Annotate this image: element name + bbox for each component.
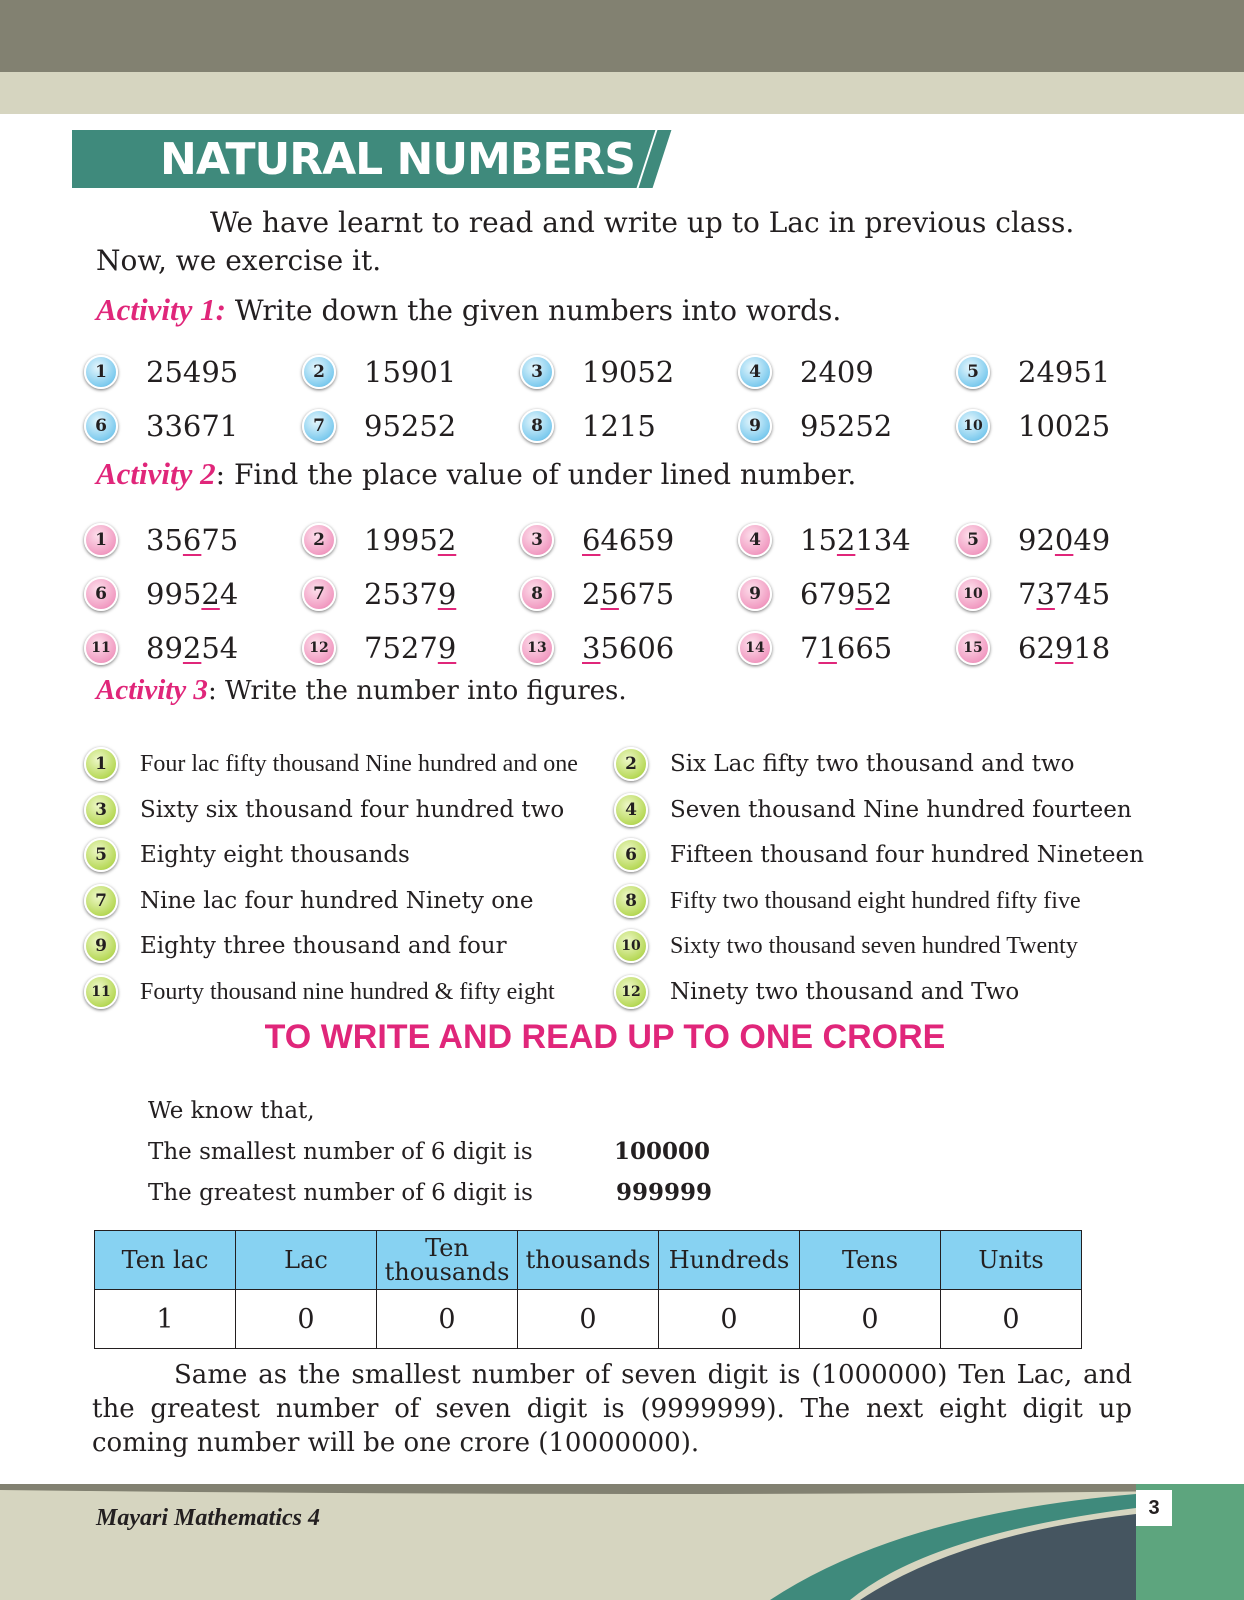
number-badge-icon: 3 [520, 523, 554, 557]
digits-after: 134 [855, 523, 911, 557]
digits-before: 995 [146, 577, 202, 611]
activity2-instruction: : Find the place value of under lined number. [215, 458, 857, 491]
activity3-text: Fifteen thousand four hundred Nineteen [670, 842, 1144, 868]
activity1-label: Activity 1: [96, 292, 226, 327]
number-badge-icon: 10 [956, 409, 990, 443]
number-badge-icon: 4 [738, 523, 772, 557]
know-line: We know that, [148, 1098, 315, 1124]
activity1-number: 95252 [364, 409, 457, 443]
activity2-number [364, 631, 456, 665]
digits-before: 89 [146, 631, 183, 665]
section-title: TO WRITE AND READ UP TO ONE CRORE [264, 1018, 946, 1056]
table-cell: 0 [236, 1290, 377, 1349]
number-badge-icon: 4 [614, 793, 648, 827]
activity1-instruction: Write down the given numbers into words. [225, 294, 842, 327]
underlined-digit: 9 [1054, 631, 1074, 665]
activity3-text: Fifty two thousand eight hundred fifty five [670, 887, 1081, 914]
activity1-item [520, 352, 674, 392]
digits-before: 7 [1018, 577, 1037, 611]
activity1-item [738, 352, 874, 392]
number-badge-icon: 12 [302, 631, 336, 665]
activity3-item [614, 835, 1144, 875]
activity2-item [738, 628, 892, 668]
number-badge-icon: 11 [84, 631, 118, 665]
number-badge-icon: 9 [84, 929, 118, 963]
table-header-cell: Hundreds [659, 1231, 800, 1290]
activity3-item [84, 881, 533, 921]
activity1-number: 19052 [582, 355, 675, 389]
activity3-item [84, 972, 555, 1012]
table-cell: 0 [377, 1290, 518, 1349]
underlined-digit: 2 [182, 631, 202, 665]
activity3-item [84, 926, 507, 966]
activity1-item [302, 406, 456, 446]
activity3-item [614, 881, 1081, 921]
activity2-number [146, 523, 238, 557]
underlined-digit: 2 [201, 577, 220, 611]
activity2-number [146, 631, 238, 665]
table-row [95, 1290, 1082, 1349]
number-badge-icon: 8 [614, 884, 648, 918]
number-badge-icon: 4 [738, 355, 772, 389]
number-badge-icon: 7 [302, 409, 336, 443]
underlined-digit: 5 [855, 577, 874, 611]
activity3-text: Sixty six thousand four hundred two [140, 797, 565, 823]
table-header-cell: thousands [518, 1231, 659, 1290]
activity2-item [956, 574, 1110, 614]
activity3-text: Sixty two thousand seven hundred Twenty [670, 932, 1078, 959]
activity1-item [520, 406, 656, 446]
activity2-number [364, 577, 456, 611]
digits-after: 745 [1054, 577, 1111, 611]
page-title: NATURAL NUMBERS [160, 134, 635, 185]
intro-line-2: Now, we exercise it. [96, 244, 382, 277]
activity1-item [738, 406, 892, 446]
activity2-title [96, 456, 856, 493]
underlined-digit: 2 [836, 523, 856, 557]
digits-before: 62 [1018, 631, 1055, 665]
number-badge-icon: 14 [738, 631, 772, 665]
underlined-digit: 6 [182, 523, 202, 557]
activity1-number: 2409 [800, 355, 874, 389]
activity3-item [614, 972, 1019, 1012]
activity1-number: 33671 [146, 409, 239, 443]
digits-after: 18 [1073, 631, 1111, 665]
activity3-item [614, 790, 1132, 830]
activity2-item [302, 574, 456, 614]
activity2-item [738, 520, 911, 560]
underlined-digit: 3 [1036, 577, 1055, 611]
digits-after: 5606 [600, 631, 675, 665]
table-cell: 1 [95, 1290, 236, 1349]
table-header-cell: Ten lac [95, 1231, 236, 1290]
footer-decoration [0, 1484, 1244, 1600]
activity1-item [956, 352, 1110, 392]
number-badge-icon: 9 [738, 409, 772, 443]
number-badge-icon: 7 [302, 577, 336, 611]
activity2-number [1018, 577, 1110, 611]
table-cell: 0 [800, 1290, 941, 1349]
footer-book-title: Mayari Mathematics 4 [96, 1505, 321, 1531]
table-header-cell: Tens [800, 1231, 941, 1290]
activity1-title [96, 292, 841, 329]
activity3-text: Fourty thousand nine hundred & fifty eight [140, 978, 555, 1005]
number-badge-icon: 8 [520, 409, 554, 443]
activity3-item [614, 744, 1074, 784]
activity2-number [800, 631, 892, 665]
digits-before: 7527 [364, 631, 438, 665]
top-band-light [0, 72, 1244, 114]
table-header-row [95, 1231, 1082, 1290]
activity1-number: 25495 [146, 355, 239, 389]
number-badge-icon: 3 [84, 793, 118, 827]
digits-after: 4659 [600, 523, 675, 557]
activity1-number: 15901 [364, 355, 457, 389]
number-badge-icon: 10 [956, 577, 990, 611]
activity2-number [800, 577, 892, 611]
activity1-item [84, 352, 238, 392]
activity3-item [84, 835, 410, 875]
activity2-item [520, 574, 674, 614]
digits-after: 54 [201, 631, 239, 665]
table-cell: 0 [518, 1290, 659, 1349]
digits-before: 1995 [364, 523, 438, 557]
activity2-item [84, 574, 238, 614]
activity3-text: Eighty three thousand and four [140, 933, 507, 959]
greatest-value: 999999 [616, 1179, 713, 1206]
activity3-text: Six Lac fifty two thousand and two [670, 751, 1075, 777]
digits-after: 675 [618, 577, 675, 611]
digits-before: 2 [582, 577, 601, 611]
activity3-item [84, 744, 578, 784]
number-badge-icon: 1 [84, 355, 118, 389]
activity1-item [956, 406, 1110, 446]
activity3-title [96, 672, 627, 709]
underlined-digit: 3 [582, 631, 601, 665]
place-value-table [94, 1230, 1082, 1349]
activity3-text: Nine lac four hundred Ninety one [140, 888, 534, 914]
digits-after: 2 [873, 577, 893, 611]
underlined-digit: 1 [818, 631, 837, 665]
table-cell: 0 [941, 1290, 1082, 1349]
activity2-item [84, 520, 238, 560]
table-header-cell: Ten thousands [377, 1231, 518, 1290]
number-badge-icon: 13 [520, 631, 554, 665]
digits-before: 92 [1018, 523, 1055, 557]
activity1-number: 1215 [582, 409, 656, 443]
closing-paragraph-text: Same as the smallest number of seven digit is (1000000) Ten Lac, and the greatest number of seven digit is (9999999). The next eight digit up coming number will be one crore (10000000). [92, 1360, 1132, 1458]
activity3-item [84, 790, 564, 830]
underlined-digit: 9 [437, 577, 457, 611]
number-badge-icon: 12 [614, 975, 648, 1009]
activity1-number: 10025 [1018, 409, 1111, 443]
digits-after: 49 [1073, 523, 1111, 557]
activity2-item [956, 520, 1110, 560]
number-badge-icon: 1 [84, 747, 118, 781]
activity2-item [520, 520, 674, 560]
activity2-item [956, 628, 1110, 668]
activity2-label: Activity 2 [96, 456, 216, 491]
digits-before: 679 [800, 577, 856, 611]
underlined-digit: 2 [437, 523, 457, 557]
number-badge-icon: 6 [614, 838, 648, 872]
digits-before: 2537 [364, 577, 438, 611]
activity2-item [84, 628, 238, 668]
activity3-instruction: : Write the number into figures. [207, 676, 627, 706]
number-badge-icon: 5 [956, 523, 990, 557]
digits-before: 35 [146, 523, 183, 557]
digits-after: 75 [201, 523, 239, 557]
table-cell: 0 [659, 1290, 800, 1349]
activity1-number: 95252 [800, 409, 893, 443]
number-badge-icon: 9 [738, 577, 772, 611]
table-header-cell: Lac [236, 1231, 377, 1290]
activity1-number: 24951 [1018, 355, 1111, 389]
activity1-item [302, 352, 456, 392]
number-badge-icon: 6 [84, 409, 118, 443]
activity3-text: Eighty eight thousands [140, 842, 410, 868]
intro-line-1: We have learnt to read and write up to Lac in previous class. [210, 206, 1075, 239]
number-badge-icon: 7 [84, 884, 118, 918]
activity2-item [302, 520, 456, 560]
number-badge-icon: 10 [614, 929, 648, 963]
table-header-cell: Units [941, 1231, 1082, 1290]
activity2-number [800, 523, 911, 557]
activity2-number [146, 577, 238, 611]
activity2-number [582, 523, 674, 557]
activity2-number [582, 631, 674, 665]
activity2-item [302, 628, 456, 668]
number-badge-icon: 8 [520, 577, 554, 611]
activity3-item [614, 926, 1078, 966]
number-badge-icon: 2 [302, 355, 336, 389]
number-badge-icon: 5 [956, 355, 990, 389]
number-badge-icon: 1 [84, 523, 118, 557]
number-badge-icon: 11 [84, 975, 118, 1009]
number-badge-icon: 2 [614, 747, 648, 781]
activity2-number [1018, 631, 1110, 665]
number-badge-icon: 15 [956, 631, 990, 665]
closing-paragraph [92, 1358, 1132, 1460]
digits-before: 7 [800, 631, 819, 665]
activity2-number [364, 523, 456, 557]
activity2-number [1018, 523, 1110, 557]
number-badge-icon: 5 [84, 838, 118, 872]
underlined-digit: 9 [437, 631, 457, 665]
activity2-number [582, 577, 674, 611]
top-band-dark [0, 0, 1244, 72]
activity2-item [520, 628, 674, 668]
digits-before: 15 [800, 523, 837, 557]
activity3-text: Ninety two thousand and Two [670, 979, 1020, 1005]
activity1-item [84, 406, 238, 446]
activity2-item [738, 574, 892, 614]
number-badge-icon: 6 [84, 577, 118, 611]
page-number: 3 [1136, 1490, 1172, 1526]
digits-after: 4 [219, 577, 239, 611]
activity3-text: Seven thousand Nine hundred fourteen [670, 797, 1132, 823]
number-badge-icon: 2 [302, 523, 336, 557]
digits-after: 665 [836, 631, 893, 665]
intro-paragraph [96, 204, 1146, 280]
number-badge-icon: 3 [520, 355, 554, 389]
underlined-digit: 5 [600, 577, 619, 611]
underlined-digit: 6 [582, 523, 601, 557]
smallest-label: The smallest number of 6 digit is [148, 1139, 533, 1165]
activity3-label: Activity 3 [96, 674, 208, 706]
underlined-digit: 0 [1054, 523, 1074, 557]
smallest-value: 100000 [614, 1138, 711, 1165]
activity3-text: Four lac fifty thousand Nine hundred and one [140, 750, 578, 777]
greatest-label: The greatest number of 6 digit is [148, 1180, 533, 1206]
